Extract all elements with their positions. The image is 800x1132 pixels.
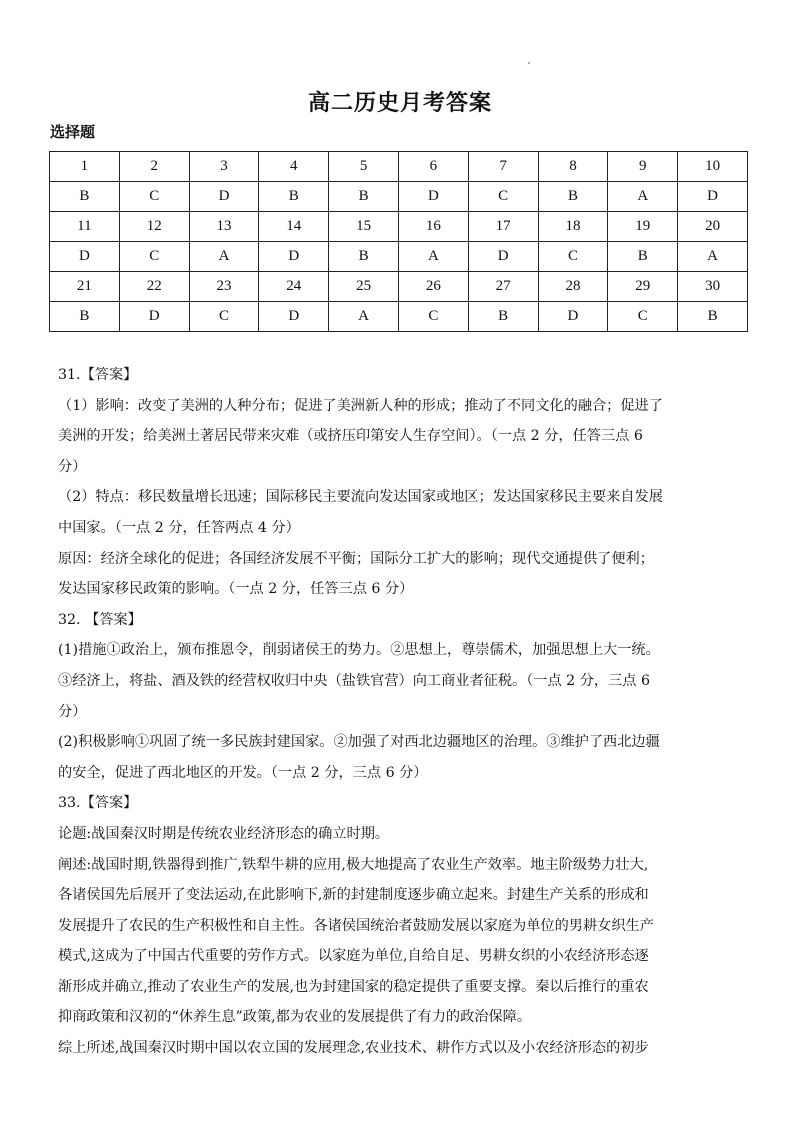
answer-cell: A	[329, 302, 399, 332]
answer-cell: D	[259, 302, 329, 332]
question-number-cell: 12	[119, 212, 189, 242]
question-number-cell: 6	[398, 152, 468, 182]
question-number-cell: 26	[398, 272, 468, 302]
question-number-cell: 23	[189, 272, 259, 302]
text-line: 发展提升了农民的生产积极性和自主性。各诸侯国统治者鼓励发展以家庭为单位的男耕女织生产	[58, 917, 654, 934]
question-number-row	[50, 272, 748, 302]
answer-cell: B	[50, 302, 120, 332]
answer-cell: D	[189, 182, 259, 212]
answer-cell: C	[538, 242, 608, 272]
text-line: 阐述:战国时期,铁器得到推广,铁犁牛耕的应用,极大地提高了农业生产效率。地主阶级势力壮大,	[58, 856, 649, 873]
answer-cell: B	[50, 182, 120, 212]
question-number-cell: 30	[678, 272, 748, 302]
answer-cell: D	[259, 242, 329, 272]
question-number-cell: 2	[119, 152, 189, 182]
answer-cell: D	[468, 242, 538, 272]
text-line: (2)积极影响①巩固了统一多民族封建国家。②加强了对西北边疆地区的治理。③维护了西北边疆	[58, 734, 660, 751]
answer-cell: B	[468, 302, 538, 332]
answer-cell: B	[259, 182, 329, 212]
text-line: 渐形成并确立,推动了农业生产的发展,也为封建国家的稳定提供了重要支撑。秦以后推行的重农	[58, 978, 649, 995]
question-number-cell: 5	[329, 152, 399, 182]
question-number-cell: 13	[189, 212, 259, 242]
answer-row	[50, 302, 748, 332]
answer-cell: B	[329, 182, 399, 212]
text-line: 33.【答案】	[58, 795, 138, 812]
answer-cell: D	[538, 302, 608, 332]
question-number-cell: 25	[329, 272, 399, 302]
question-number-cell: 17	[468, 212, 538, 242]
answer-cell: D	[50, 242, 120, 272]
text-line: 原因：经济全球化的促进；各国经济发展不平衡；国际分工扩大的影响；现代交通提供了便利；	[58, 550, 654, 567]
question-number-cell: 7	[468, 152, 538, 182]
text-line: 的安全，促进了西北地区的开发。（一点 2 分，三点 6 分）	[58, 764, 428, 781]
question-number-cell: 27	[468, 272, 538, 302]
answer-cell: A	[608, 182, 678, 212]
text-line: 综上所述,战国秦汉时期中国以农立国的发展理念,农业技术、耕作方式以及小农经济形态的初步	[58, 1040, 649, 1057]
text-line: (1)措施①政治上，颁布推恩令，削弱诸侯王的势力。②思想上，尊崇儒术，加强思想上大一统。	[58, 642, 660, 659]
answer-cell: C	[608, 302, 678, 332]
question-number-cell: 29	[608, 272, 678, 302]
question-number-cell: 15	[329, 212, 399, 242]
question-number-cell: 24	[259, 272, 329, 302]
answer-cell: C	[119, 242, 189, 272]
question-number-cell: 19	[608, 212, 678, 242]
answer-row	[50, 242, 748, 272]
answer-cell: C	[119, 182, 189, 212]
answer-cell: C	[468, 182, 538, 212]
text-line: 32. 【答案】	[58, 611, 142, 628]
question-number-cell: 9	[608, 152, 678, 182]
text-line: 抑商政策和汉初的“休养生息”政策,都为农业的发展提供了有力的政治保障。	[58, 1009, 532, 1026]
text-line: （1）影响：改变了美洲的人种分布；促进了美洲新人种的形成；推动了不同文化的融合；促进了	[58, 397, 663, 414]
page-title: 高二历史月考答案	[307, 91, 492, 116]
text-line: 论题:战国秦汉时期是传统农业经济形态的确立时期。	[58, 825, 390, 842]
text-line: 分）	[58, 703, 87, 720]
answer-cell: B	[608, 242, 678, 272]
answer-cell: D	[678, 182, 748, 212]
question-number-cell: 4	[259, 152, 329, 182]
question-number-cell: 3	[189, 152, 259, 182]
text-line: 发达国家移民政策的影响。（一点 2 分，任答三点 6 分）	[58, 581, 414, 598]
answer-cell: D	[398, 182, 468, 212]
answer-content	[58, 360, 748, 1064]
question-number-cell: 18	[538, 212, 608, 242]
text-line: 分）	[58, 458, 87, 475]
answer-row	[50, 182, 748, 212]
text-line: 美洲的开发；给美洲土著居民带来灾难（或挤压印第安人生存空间）。（一点 2 分，任答三点 6	[58, 428, 643, 445]
question-number-row	[50, 212, 748, 242]
question-number-cell: 8	[538, 152, 608, 182]
question-number-cell: 21	[50, 272, 120, 302]
answer-cell: A	[398, 242, 468, 272]
question-number-cell: 28	[538, 272, 608, 302]
answer-cell: B	[678, 302, 748, 332]
text-line: 31.【答案】	[58, 367, 138, 383]
question-number-cell: 22	[119, 272, 189, 302]
answer-cell: D	[119, 302, 189, 332]
text-line: ③经济上，将盐、酒及铁的经营权收归中央（盐铁官营）向工商业者征税。（一点 2 分，三点 6	[58, 672, 650, 689]
section-label: 选择题	[50, 123, 96, 141]
answer-cell: B	[538, 182, 608, 212]
question-number-cell: 1	[50, 152, 120, 182]
text-line: 各诸侯国先后展开了变法运动,在此影响下,新的封建制度逐步确立起来。封建生产关系的形成和	[58, 887, 649, 904]
text-line: 中国家。（一点 2 分，任答两点 4 分）	[58, 519, 300, 536]
question-number-cell: 20	[678, 212, 748, 242]
answer-cell: A	[678, 242, 748, 272]
scan-dot	[528, 62, 530, 64]
question-number-cell: 10	[678, 152, 748, 182]
question-number-cell: 14	[259, 212, 329, 242]
question-number-cell: 16	[398, 212, 468, 242]
question-number-cell: 11	[50, 212, 120, 242]
question-number-row	[50, 152, 748, 182]
answer-table	[49, 151, 748, 332]
answer-cell: B	[329, 242, 399, 272]
text-line: （2）特点：移民数量增长迅速；国际移民主要流向发达国家或地区；发达国家移民主要来自发展	[58, 489, 663, 506]
text-line: 模式,这成为了中国古代重要的劳作方式。以家庭为单位,自给自足、男耕女织的小农经济形态逐	[58, 948, 649, 965]
answer-cell: C	[189, 302, 259, 332]
answer-cell: A	[189, 242, 259, 272]
answer-cell: C	[398, 302, 468, 332]
